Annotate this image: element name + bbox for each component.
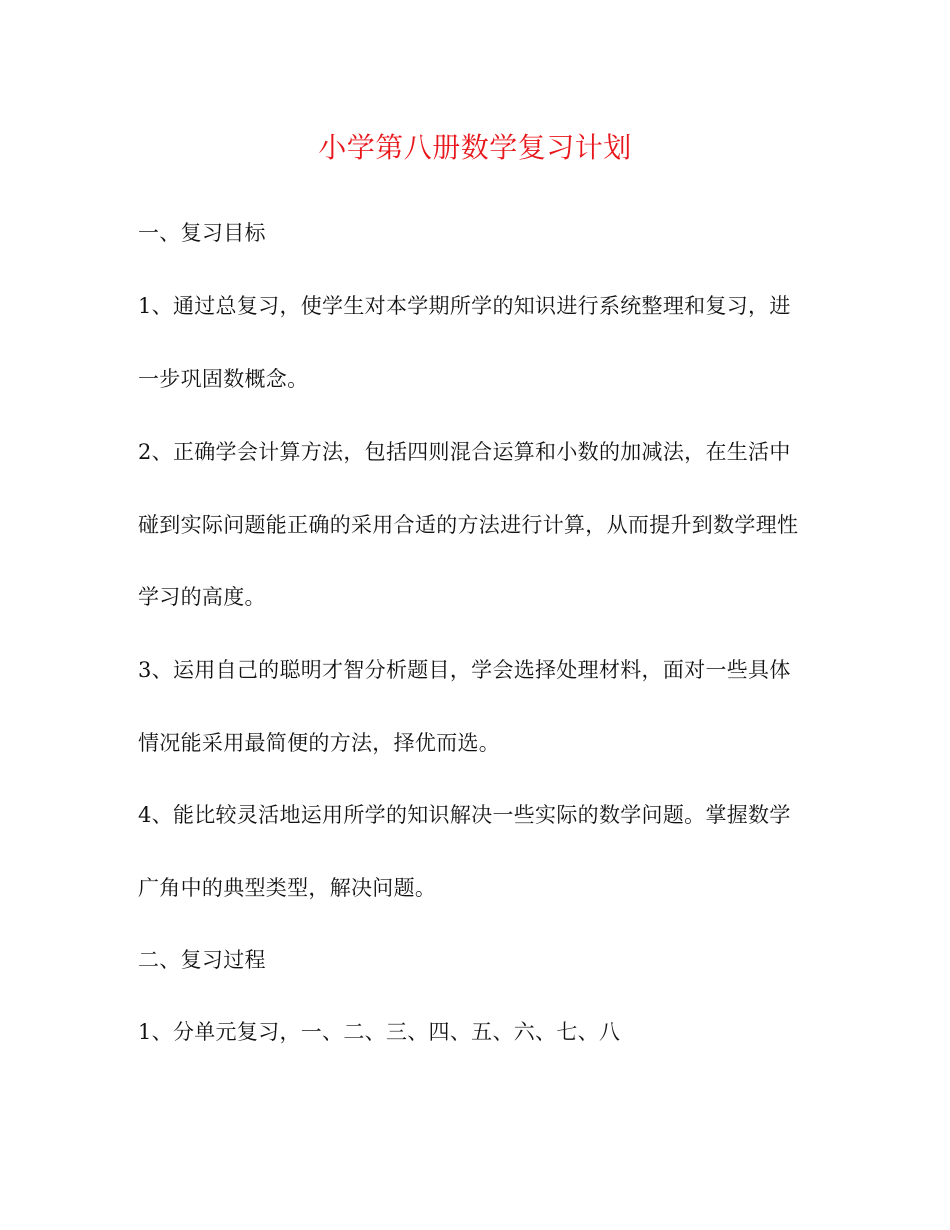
paragraph-line: 一步巩固数概念。 (138, 367, 309, 391)
paragraph-line: 2、正确学会计算方法，包括四则混合运算和小数的加减法，在生活中 (138, 440, 791, 464)
paragraph-line: 碰到实际问题能正确的采用合适的方法进行计算，从而提升到数学理性 (138, 513, 799, 537)
paragraph-line: 1、通过总复习，使学生对本学期所学的知识进行系统整理和复习，进 (138, 294, 791, 318)
paragraph-line: 4、能比较灵活地运用所学的知识解决一些实际的数学问题。掌握数学 (138, 803, 791, 827)
paragraph-line: 广角中的典型类型，解决问题。 (138, 876, 437, 900)
section-heading-goals: 一、复习目标 (138, 221, 266, 245)
paragraph-line: 1、分单元复习，一、二、三、四、五、六、七、八 (138, 1020, 621, 1044)
paragraph-line: 情况能采用最简便的方法，择优而选。 (138, 731, 501, 755)
paragraph-line: 3、运用自己的聪明才智分析题目，学会选择处理材料，面对一些具体 (138, 658, 791, 682)
paragraph-line: 学习的高度。 (138, 585, 266, 609)
document-title: 小学第八册数学复习计划 (318, 131, 632, 164)
section-heading-process: 二、复习过程 (138, 948, 266, 972)
